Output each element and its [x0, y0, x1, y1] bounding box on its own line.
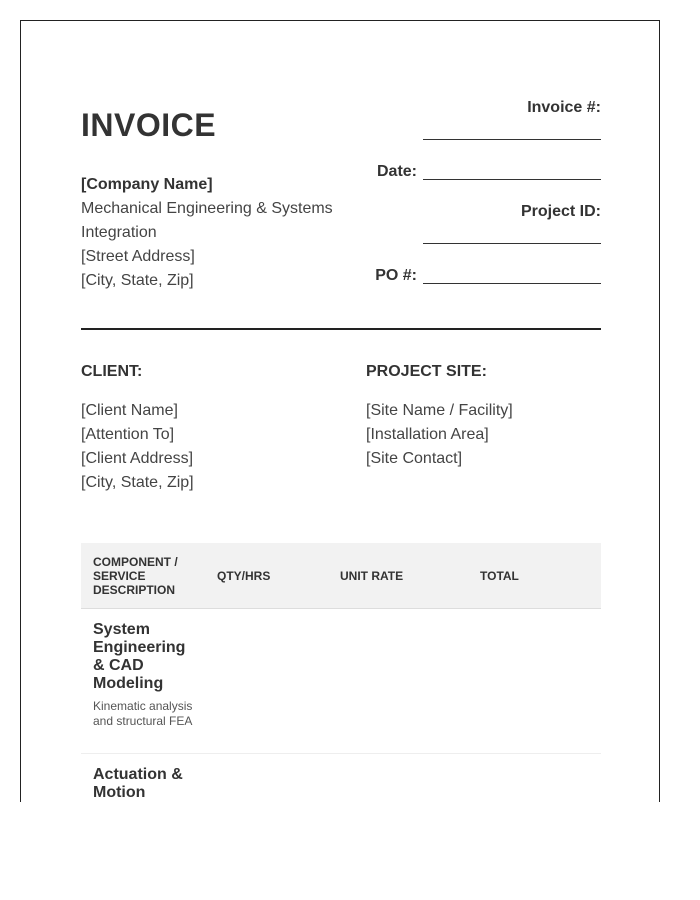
client-name: [Client Name] — [81, 402, 178, 419]
header-qty: QTY/HRS — [205, 543, 328, 609]
company-street: [Street Address] — [81, 248, 195, 265]
client-heading: CLIENT: — [81, 363, 143, 380]
item-description-cell — [81, 609, 205, 754]
project-site-block — [366, 399, 513, 471]
item-total-cell[interactable] — [468, 609, 601, 754]
site-name: [Site Name / Facility] — [366, 402, 513, 419]
line-items-table — [81, 543, 601, 802]
project-id-label: Project ID: — [520, 203, 601, 220]
invoice-title: INVOICE — [81, 107, 217, 143]
header-divider — [81, 328, 601, 330]
item-qty-cell[interactable] — [205, 609, 328, 754]
site-contact: [Site Contact] — [366, 450, 463, 467]
company-name: [Company Name] — [81, 176, 213, 193]
po-line[interactable] — [423, 283, 601, 284]
header-total: TOTAL — [468, 543, 601, 609]
item-qty-cell[interactable] — [205, 754, 328, 803]
company-city: [City, State, Zip] — [81, 272, 194, 289]
invoice-number-line[interactable] — [423, 139, 601, 140]
item-title: System Engineering & CAD Modeling — [93, 621, 186, 692]
site-area: [Installation Area] — [366, 426, 489, 443]
table-row — [81, 754, 601, 803]
table-row — [81, 609, 601, 754]
item-total-cell[interactable] — [468, 754, 601, 803]
project-site-heading: PROJECT SITE: — [366, 363, 487, 380]
item-title: Actuation & Motion — [93, 766, 183, 801]
item-rate-cell[interactable] — [328, 609, 468, 754]
header-description: COMPONENT / SERVICE DESCRIPTION — [81, 543, 205, 609]
client-attention: [Attention To] — [81, 426, 175, 443]
company-block — [81, 173, 351, 293]
date-label: Date: — [376, 163, 417, 180]
table-header-row — [81, 543, 601, 609]
item-description-cell — [81, 754, 205, 803]
invoice-page — [20, 20, 660, 802]
po-label: PO #: — [375, 267, 417, 284]
client-address: [Client Address] — [81, 450, 194, 467]
project-id-line[interactable] — [423, 243, 601, 244]
invoice-number-label: Invoice #: — [527, 99, 601, 116]
item-description: Kinematic analysis and structural FEA — [93, 699, 193, 728]
client-block — [81, 399, 194, 495]
header-unit-rate: UNIT RATE — [328, 543, 468, 609]
company-tagline: Mechanical Engineering & Systems Integration — [81, 200, 333, 241]
client-city: [City, State, Zip] — [81, 474, 194, 491]
date-line[interactable] — [423, 179, 601, 180]
item-rate-cell[interactable] — [328, 754, 468, 803]
